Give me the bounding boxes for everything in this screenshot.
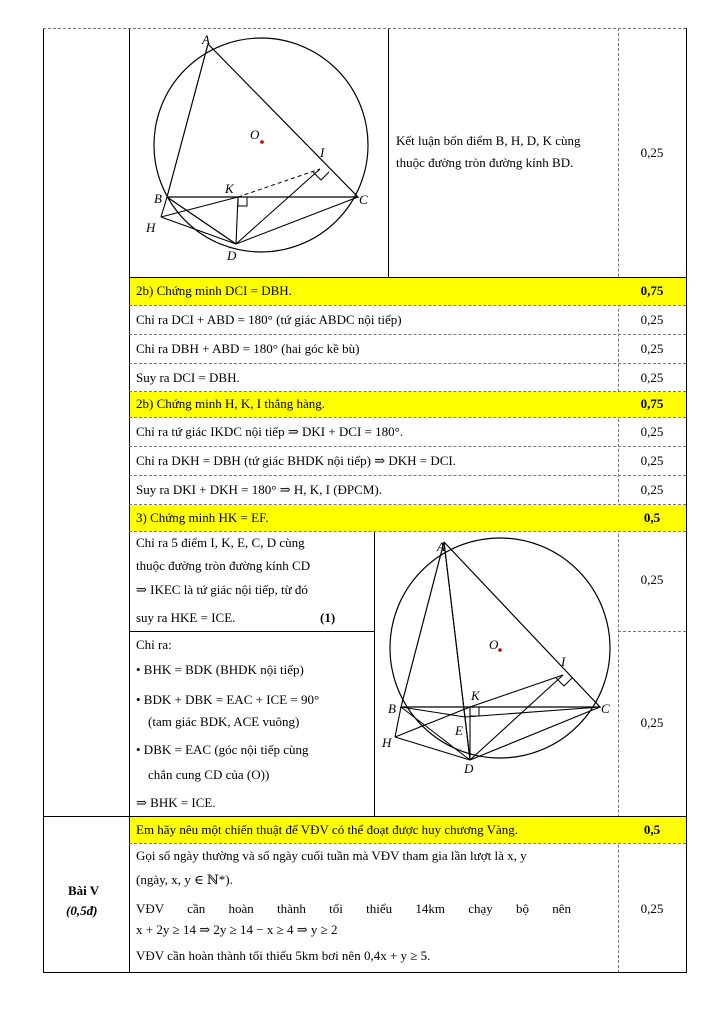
- point-label-o: O: [250, 127, 260, 142]
- part3-block1-line-4: suy ra HKE = ICE.: [136, 610, 236, 625]
- row-line: [129, 363, 686, 364]
- part3-block1-score: 0,25: [640, 572, 664, 587]
- row-line: [43, 972, 686, 973]
- part2b-2-row-2: Chỉ ra DKH = DBH (tứ giác BHDK nội tiếp) ⇒ DKH = DCI.: [136, 453, 457, 468]
- point-label-d-2: D: [464, 761, 474, 776]
- bai5-header-score: 0,5: [643, 822, 661, 837]
- point-label-i-2: I: [561, 654, 566, 669]
- part3-block2-line-3: • BDK + DBK = EAC + ICE = 90°: [136, 692, 320, 707]
- bai5-line-5: VĐV cần hoàn thành tối thiểu 5km bơi nên 0,4x + y ≥ 5.: [136, 948, 431, 963]
- point-label-c: C: [359, 192, 368, 207]
- part3-block2-line-7: ⇒ BHK = ICE.: [136, 795, 216, 810]
- part3-block2-line-1: Chỉ ra:: [136, 637, 172, 652]
- part3-header: 3) Chứng minh HK = EF.: [136, 510, 269, 525]
- point-label-d: D: [227, 248, 237, 263]
- row-line: [129, 305, 686, 306]
- bai5-line-1: Gọi số ngày thường và số ngày cuối tuần mà VĐV tham gia lần lượt là x, y: [136, 848, 527, 863]
- conclusion-score: 0,25: [640, 145, 664, 160]
- part3-block2-line-2: • BHK = BDK (BHDK nội tiếp): [136, 662, 304, 677]
- bai5-line-3: VĐV cần hoàn thành tối thiểu 14km chạy bộ nên: [136, 901, 572, 916]
- part3-block2-line-5: • DBK = EAC (góc nội tiếp cùng: [136, 742, 309, 757]
- geometry-figure-part3: [375, 532, 618, 816]
- point-label-i: I: [320, 145, 325, 160]
- part2b-2-header-score: 0,75: [640, 396, 664, 411]
- part2b-2-row-2-score: 0,25: [640, 453, 664, 468]
- bai5-line-2: (ngày, x, y ∈ ℕ*).: [136, 872, 233, 887]
- row-line: [129, 631, 374, 632]
- geometry-figure-top: [130, 29, 388, 277]
- bai5-header: Em hãy nêu một chiến thuật để VĐV có thể đoạt được huy chương Vàng.: [136, 822, 519, 837]
- point-label-a-2: A: [437, 539, 445, 554]
- bai5-line-4: x + 2y ≥ 14 ⇒ 2y ≥ 14 − x ≥ 4 ⇒ y ≥ 2: [136, 922, 338, 937]
- bai5-score: 0,25: [640, 901, 664, 916]
- point-label-h-2: H: [382, 735, 392, 750]
- row-line: [129, 417, 686, 418]
- part2b-2-header: 2b) Chứng minh H, K, I thẳng hàng.: [136, 396, 326, 411]
- part2b-1-header: 2b) Chứng minh DCI = DBH.: [136, 283, 292, 298]
- part2b-2-row-1: Chỉ ra tứ giác IKDC nội tiếp ⇒ DKI + DCI = 180°.: [136, 424, 404, 439]
- top-figure-divider: [388, 28, 389, 277]
- table-border-left: [43, 28, 44, 973]
- row-line: [129, 843, 686, 844]
- row-line: [129, 334, 686, 335]
- part2b-1-row-1: Chỉ ra DCI + ABD = 180° (tứ giác ABDC nội tiếp): [136, 312, 402, 327]
- point-label-o-2: O: [489, 637, 499, 652]
- point-label-k: K: [225, 181, 234, 196]
- bai5-points: (0,5đ): [66, 903, 98, 918]
- part2b-2-row-3-score: 0,25: [640, 482, 664, 497]
- part2b-2-row-1-score: 0,25: [640, 424, 664, 439]
- part2b-2-row-3: Suy ra DKI + DKH = 180° ⇒ H, K, I (ĐPCM).: [136, 482, 382, 497]
- conclusion-line-2: thuộc đường tròn đường kính BD.: [396, 155, 574, 170]
- row-line: [129, 446, 686, 447]
- part2b-1-header-score: 0,75: [640, 283, 664, 298]
- part3-header-score: 0,5: [643, 510, 661, 525]
- part2b-1-row-2: Chỉ ra DBH + ABD = 180° (hai góc kề bù): [136, 341, 360, 356]
- table-border-right: [686, 28, 687, 973]
- row-line: [129, 475, 686, 476]
- point-label-c-2: C: [601, 701, 610, 716]
- point-label-b-2: B: [388, 701, 396, 716]
- part3-block2-line-4: (tam giác BDK, ACE vuông): [148, 714, 300, 729]
- part2b-1-row-3: Suy ra DCI = DBH.: [136, 370, 240, 385]
- part3-block2-score: 0,25: [640, 715, 664, 730]
- point-label-a: A: [202, 32, 210, 47]
- part2b-1-row-3-score: 0,25: [640, 370, 664, 385]
- point-label-h: H: [146, 220, 156, 235]
- point-label-b: B: [154, 191, 162, 206]
- part3-block1-line-2: thuộc đường tròn đường kính CD: [136, 558, 311, 573]
- part3-block1-line-3: ⇒ IKEC là tứ giác nội tiếp, từ đó: [136, 582, 308, 597]
- conclusion-line-1: Kết luận bốn điểm B, H, D, K cùng: [396, 133, 581, 148]
- point-label-e-2: E: [455, 723, 463, 738]
- part3-block2-line-6: chắn cung CD của (O)): [148, 767, 270, 782]
- row-line: [618, 631, 686, 632]
- part3-block1-line-1: Chỉ ra 5 điểm I, K, E, C, D cùng: [136, 535, 305, 550]
- point-label-k-2: K: [471, 688, 480, 703]
- part2b-1-row-1-score: 0,25: [640, 312, 664, 327]
- part2b-1-row-2-score: 0,25: [640, 341, 664, 356]
- part3-block1-eq-number: (1): [320, 610, 336, 625]
- bai5-label: Bài V: [68, 883, 100, 898]
